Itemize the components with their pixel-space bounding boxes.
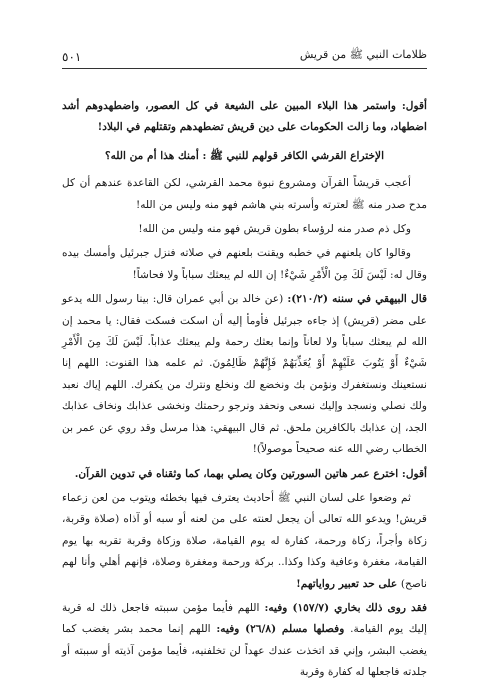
paragraph-quraysh-admired: أعجب قريشاً القرآن ومشروع نبوة محمد القرشي، لكن القاعدة عندهم أن كل مدح صدر منه ﷺ لعترته وأسرته بني هاشم فهو منه وليس من الله! — [62, 177, 427, 211]
paragraph-dhamm: وكل ذم صدر منه لرؤساء بطون قريش فهو منه وليس من الله! — [138, 223, 411, 236]
paragraph-text: (عن خالد بن أبي عمران قال: بينا رسول الله يدعو على مضر (قريش) إذ جاءه جبرئيل فأومأ إليه أن اسكت فسكت فقال: يا محمد إن الله لم يبعثك سباباً ولا لعاناً وإنما بعثك رحمة ولم يبعثك عذاباً. لَيْسَ لَكَ مِنَ الْأَمْرِ شَيْءٌ أَوْ يَتُوبَ عَلَيْهِمْ أَوْ يُعَذِّبَهُمْ فَإِنَّهُمْ ظَالِمُونَ. ثم علمه هذا القنوت: اللهم إنا نستعينك ونستغفرك ونؤمن بك ونخضع لك ونخلع ونترك من يكفرك. اللهم إياك نعبد ولك نصلي ونسجد وإليك نسعى ونحفد ونرجو رحمتك ونخشى عذابك ونخاف عذابك الجد، إن عذابك بالكافرين ملحق. ثم قال البيهقي: هذا مرسل وقد روي عن عمر بن الخطاب رضي الله عنه صحيحاً موصولاً)! — [62, 293, 427, 456]
paragraph-bukhari — [62, 598, 427, 684]
paragraph-lead-2: وفصلها مسلم (٢٦/٨) وفيه: — [210, 623, 351, 636]
paragraph-text: اللهم فأيما مؤمن سببته فاجعل ذلك له قربة إليك يوم القيامة. — [62, 601, 428, 636]
paragraph-text-2: اللهم إنما محمد بشر يغضب كما يغضب البشر، وإني قد اتخذت عندك عهداً لن تخلفنيه، فأيما مؤمن آذيته أو سببته أو جلدته فاجعلها له كفارة وقربة — [62, 623, 427, 679]
header-rule — [62, 68, 427, 69]
running-title: ظلامات النبي ﷺ من قريش — [299, 48, 427, 61]
paragraph-wadau — [62, 488, 427, 595]
paragraph-lead: أقول: — [395, 100, 427, 112]
section-heading: الإختراع القرشي الكافر قولهم للنبي ﷺ : أمنك هذا أم من الله؟ — [104, 149, 385, 162]
paragraph-lanahum: وقالوا كان يلعنهم في خطبه ويقنت بلعنهم في صلاته فنزل جبرئيل وأمسك بيده وقال له: لَيْسَ لَكَ مِنَ الْأَمْرِ شَيْءٌ! إن الله لم يبعثك سباباً ولا فحاشاً! — [62, 247, 427, 281]
running-header — [62, 40, 427, 64]
paragraph-lead: قال البيهقي في سننه (٢١٠/٢): — [283, 293, 428, 306]
paragraph-bayhaqi — [62, 289, 427, 460]
paragraph-text: ثم وضعوا على لسان النبي ﷺ أحاديث يعترف فيها بخطئه ويتوب من لعن زعماء قريش! ويدعو الله تعالى أن يجعل لعنته على من لعنه أو سبه أو آذاه (صلاة وقربة، زكاة وأجراً، زكاة ورحمة، كفارة له يوم القيامة، صلاة وزكاة وقربة تقربه بها يوم القيامة، مغفرة وعافية وكذا وكذا.. بركة ورحمة ومغفرة وصلاة، فإنهم أهلي وأنا لهم ناصح) — [62, 491, 427, 590]
paragraph-lead: فقد روى ذلك بخاري (١٥٧/٧) وفيه: — [259, 601, 428, 614]
paragraph-aqool-2: أقول: اخترع عمر هاتين السورتين وكان يصلي بهما، كما وثقناه في تدوين القرآن. — [74, 467, 427, 480]
paragraph-aqool-1 — [62, 96, 427, 139]
paragraph-text: واستمر هذا البلاء المبين على الشيعة في كل العصور، واضطهدوهم أشد اضطهاد، وما زالت الحكومات على دين قريش تضطهدهم وتقتلهم في البلاد! — [62, 100, 427, 134]
page-body — [62, 96, 427, 687]
paragraph-tail: على حد تعبير رواياتهم! — [296, 577, 401, 590]
page-number: ٥٠١ — [62, 50, 82, 64]
